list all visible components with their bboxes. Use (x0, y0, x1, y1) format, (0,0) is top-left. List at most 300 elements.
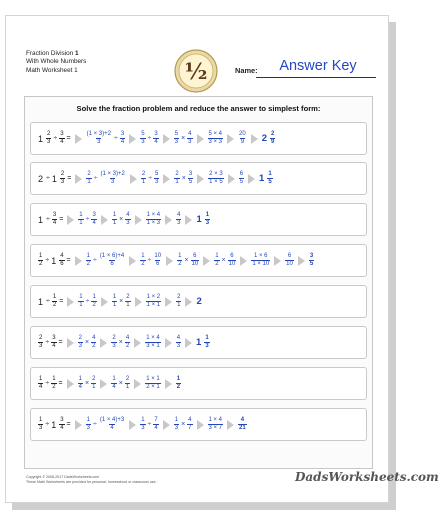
numerator: 1 (112, 212, 117, 218)
numerator: 2 (126, 294, 130, 300)
numerator: 4 (60, 253, 64, 259)
solution-step (176, 212, 181, 227)
operator: ÷ (147, 421, 152, 428)
numerator: 3 (154, 131, 158, 137)
step-arrow-icon (240, 256, 247, 266)
denominator: 2 (92, 343, 96, 349)
denominator: 2 (52, 302, 57, 308)
step-arrow-icon (185, 297, 192, 307)
denominator: 3 (126, 220, 130, 226)
fraction (125, 294, 130, 309)
step-arrow-icon (130, 174, 137, 184)
operator: × (118, 380, 123, 387)
solution-step (214, 253, 236, 268)
solution-step (208, 417, 224, 432)
fraction (38, 253, 43, 268)
fraction (176, 212, 181, 227)
problem-row (30, 367, 367, 400)
step-arrow-icon (197, 174, 204, 184)
numerator: 10 (154, 253, 162, 259)
fraction (51, 335, 56, 350)
fraction (59, 131, 64, 146)
numerator: 1 × 1 (146, 376, 160, 382)
numerator: 4 (188, 417, 192, 423)
solution-step (111, 335, 130, 350)
fraction (59, 417, 64, 432)
fraction (146, 212, 162, 227)
denominator: 3 (78, 343, 82, 349)
denominator: 2 (141, 261, 145, 267)
solution-step (140, 253, 162, 268)
denominator: 4 (110, 425, 114, 431)
denominator: 3 (155, 179, 159, 185)
denominator: 4 (112, 384, 116, 390)
step-arrow-icon (101, 215, 108, 225)
denominator: 3 (174, 139, 179, 145)
denominator: 2 (176, 384, 181, 390)
solution-step (251, 253, 270, 268)
fraction (238, 417, 247, 432)
denominator: 1 (87, 179, 91, 185)
denominator: 1 (126, 302, 130, 308)
step-arrow-icon (251, 134, 258, 144)
numerator: 1 × 2 (146, 294, 161, 300)
fraction (153, 417, 158, 432)
fraction (191, 253, 200, 268)
fraction (208, 171, 224, 186)
fraction (111, 335, 116, 350)
solution-step (208, 131, 224, 146)
solution-step (141, 171, 160, 186)
fraction (153, 253, 162, 268)
denominator: 1 (79, 302, 83, 308)
operator: ÷ (45, 257, 50, 264)
fraction (86, 171, 91, 186)
operator: = (66, 135, 71, 142)
operator: × (181, 135, 186, 142)
whole-number: 1 (38, 296, 44, 307)
whole-number: 1 (196, 337, 202, 348)
problem-question (38, 417, 71, 432)
fraction (153, 131, 158, 146)
numerator: 1 (215, 253, 219, 259)
final-answer (196, 335, 210, 350)
denominator: 3 (86, 425, 90, 431)
denominator: 6 (60, 261, 64, 267)
solution-step (285, 253, 294, 268)
fraction (176, 294, 181, 309)
denominator: 1 × 1 (146, 302, 161, 308)
step-arrow-icon (165, 215, 172, 225)
whole-number: 2 (261, 133, 267, 144)
numerator: 1 (86, 253, 90, 259)
numerator: 1 (141, 253, 145, 259)
operator: × (181, 175, 186, 182)
solution-step (140, 417, 159, 432)
denominator: 9 (240, 139, 245, 145)
denominator: 3 (205, 220, 210, 226)
numerator: 6 (239, 171, 244, 177)
numerator: 7 (154, 417, 158, 423)
numerator: 1 (112, 294, 117, 300)
fraction (270, 131, 275, 146)
denominator: 5 (239, 179, 244, 185)
step-arrow-icon (129, 134, 136, 144)
operator: × (118, 339, 123, 346)
numerator: 3 (60, 131, 64, 137)
denominator: 1 (125, 384, 130, 390)
numerator: 1 (78, 376, 82, 382)
fraction (91, 335, 96, 350)
fraction (125, 335, 130, 350)
fraction (38, 376, 43, 391)
fraction (78, 212, 83, 227)
denominator: 2 (92, 302, 96, 308)
denominator: 10 (191, 261, 199, 267)
step-arrow-icon (203, 256, 210, 266)
operator: ÷ (45, 339, 50, 346)
denominator: 5 (268, 179, 272, 185)
problem-steps (31, 245, 314, 276)
denominator: 6 (156, 261, 160, 267)
numerator: 3 (92, 212, 96, 218)
numerator: 2 (125, 376, 130, 382)
problem-steps (31, 163, 273, 194)
fraction (188, 171, 193, 186)
denominator: 6 (110, 261, 114, 267)
numerator: 6 (287, 253, 292, 259)
problem-steps (31, 123, 275, 154)
operator: ÷ (147, 135, 152, 142)
denominator: 1 (175, 179, 179, 185)
numerator: 1 (79, 294, 83, 300)
numerator: 1 (176, 376, 181, 382)
denominator: 2 (215, 261, 219, 267)
denominator: 21 (239, 425, 246, 431)
operator: × (221, 257, 226, 264)
operator: ÷ (53, 135, 58, 142)
solution-step (86, 417, 126, 432)
denominator: 3 (141, 425, 145, 431)
numerator: 1 × 4 (146, 335, 160, 341)
problem-question (38, 212, 63, 227)
denominator: 3 (174, 425, 179, 431)
numerator: 1 (92, 294, 96, 300)
fraction (239, 171, 244, 186)
fraction (208, 131, 224, 146)
fraction (238, 131, 247, 146)
problem-question (38, 294, 63, 309)
solution-step (177, 253, 199, 268)
fraction (86, 417, 91, 432)
fraction (86, 253, 91, 268)
fraction (91, 294, 96, 309)
numerator: 4 (126, 212, 130, 218)
denominator: 10 (286, 261, 293, 267)
numerator: 1 (39, 376, 43, 382)
problem-question (38, 171, 71, 186)
numerator: 3 (52, 335, 56, 341)
problem-steps (31, 327, 210, 358)
numerator: 4 (92, 335, 96, 341)
fraction (187, 417, 192, 432)
denominator: 2 (178, 261, 182, 267)
numerator: (1 × 3)+2 (86, 131, 111, 137)
name-line (256, 77, 376, 78)
denominator: 3 (39, 343, 43, 349)
denominator: 3 (112, 343, 116, 349)
numerator: 4 (125, 335, 130, 341)
step-arrow-icon (165, 379, 172, 389)
problem-question (38, 335, 63, 350)
fraction (208, 417, 224, 432)
numerator: 3 (52, 212, 57, 218)
solution-step (140, 131, 159, 146)
numerator: 20 (239, 131, 246, 137)
denominator: 1 (92, 384, 96, 390)
fraction (91, 212, 96, 227)
step-arrow-icon (185, 215, 192, 225)
whole-number: 1 (38, 133, 44, 144)
dadsworksheets-logo: DadsWorksheets.com (295, 470, 439, 484)
operator: ÷ (92, 257, 97, 264)
problem-steps (31, 286, 203, 317)
numerator: 1 × 6 (253, 253, 268, 259)
denominator: 2 × 1 (146, 384, 160, 390)
denominator: 1 (79, 220, 83, 226)
step-arrow-icon (75, 256, 82, 266)
one-half-logo-icon (174, 49, 218, 93)
solution-step (86, 171, 126, 186)
operator: ÷ (92, 421, 97, 428)
numerator: 1 (39, 417, 43, 423)
whole-number: 1 (196, 214, 202, 225)
fraction (60, 171, 65, 186)
operator: = (59, 216, 64, 223)
title-line-3: Math Worksheet 1 (26, 66, 78, 74)
fraction (174, 171, 179, 186)
fraction (91, 376, 96, 391)
denominator: 4 (60, 139, 64, 145)
denominator: 3 × 7 (208, 425, 223, 431)
numerator: 2 (177, 294, 181, 300)
operator: = (66, 421, 71, 428)
problem-question (38, 253, 71, 268)
fraction (120, 131, 125, 146)
step-arrow-icon (134, 338, 141, 348)
title-line-1: Fraction Division (26, 50, 74, 57)
fraction (251, 253, 270, 268)
whole-number: 1 (51, 173, 57, 184)
operator: ÷ (45, 421, 50, 428)
denominator: 2 (86, 261, 90, 267)
whole-number: 1 (38, 214, 44, 225)
numerator: 4 (240, 417, 245, 423)
solution-step (112, 212, 131, 227)
whole-number: 2 (38, 173, 44, 184)
problem-row (30, 203, 367, 236)
step-arrow-icon (100, 338, 107, 348)
solution-step (78, 294, 97, 309)
numerator: (1 × 3)+2 (100, 171, 125, 177)
numerator: (1 × 4)+3 (99, 417, 125, 423)
step-arrow-icon (67, 215, 74, 225)
numerator: 1 (205, 212, 210, 218)
step-arrow-icon (129, 420, 136, 430)
denominator: 4 (154, 139, 158, 145)
whole-number: 2 (196, 296, 202, 307)
step-arrow-icon (165, 297, 172, 307)
denominator: 4 (78, 384, 82, 390)
numerator: 1 (112, 376, 116, 382)
fraction (86, 131, 112, 146)
fraction (145, 335, 161, 350)
step-arrow-icon (298, 256, 305, 266)
numerator: 3 (60, 417, 64, 423)
step-arrow-icon (135, 215, 142, 225)
step-arrow-icon (100, 379, 107, 389)
numerator: 2 (39, 335, 43, 341)
final-answer (259, 171, 273, 186)
step-arrow-icon (67, 297, 74, 307)
step-arrow-icon (101, 297, 108, 307)
numerator: 6 (230, 253, 234, 259)
fraction (205, 212, 210, 227)
denominator: 10 (228, 261, 236, 267)
step-arrow-icon (197, 134, 204, 144)
fraction (187, 131, 192, 146)
fraction (176, 335, 181, 350)
worksheet-title (26, 50, 86, 75)
operator: × (84, 339, 90, 346)
denominator: 3 (188, 139, 192, 145)
denominator: 1 (141, 179, 146, 185)
solution-step (239, 171, 244, 186)
final-answer (309, 253, 314, 268)
step-arrow-icon (227, 420, 234, 430)
solution-step (112, 294, 131, 309)
problem-steps (31, 368, 181, 399)
operator: × (84, 380, 90, 387)
fraction (51, 376, 56, 391)
usage-line: These Math Worksheets are provided for personal, homeschool or classroom use. (26, 479, 157, 484)
solution-step (78, 335, 97, 350)
problem-row (30, 408, 367, 441)
numerator: 1 (52, 294, 57, 300)
denominator: 3 (177, 220, 181, 226)
solution-step (176, 335, 181, 350)
numerator: 3 (309, 253, 314, 259)
step-arrow-icon (163, 134, 170, 144)
fraction (154, 171, 159, 186)
solution-step (208, 171, 224, 186)
operator: ÷ (85, 298, 90, 305)
operator: ÷ (147, 257, 152, 264)
fraction (125, 212, 130, 227)
step-arrow-icon (134, 379, 141, 389)
denominator: 1 × 3 (146, 220, 161, 226)
solution-step (174, 417, 193, 432)
denominator: 4 (52, 343, 56, 349)
numerator: 5 (174, 131, 179, 137)
numerator: (1 × 6)+4 (99, 253, 125, 259)
fraction (309, 253, 314, 268)
fraction (112, 212, 117, 227)
numerator: 1 (205, 335, 209, 341)
fraction (99, 253, 125, 268)
numerator: 1 × 4 (208, 417, 223, 423)
operator: × (119, 216, 124, 223)
step-arrow-icon (75, 420, 82, 430)
denominator: 5 (188, 179, 193, 185)
title-number: 1 (75, 50, 79, 57)
numerator: 3 (188, 171, 193, 177)
denominator: 3 × 3 (208, 139, 223, 145)
operator: = (59, 298, 64, 305)
problem-steps (31, 409, 247, 440)
problem-question (38, 131, 71, 146)
operator: × (119, 298, 124, 305)
instructions: Solve the fraction problem and reduce the answer to simplest form: (76, 104, 321, 113)
final-answer (196, 212, 210, 227)
step-arrow-icon (67, 338, 74, 348)
fraction (146, 294, 162, 309)
step-arrow-icon (197, 420, 204, 430)
whole-number: 1 (51, 255, 57, 266)
step-arrow-icon (274, 256, 281, 266)
solution-step (238, 131, 247, 146)
denominator: 3 (39, 425, 43, 431)
problem-row (30, 326, 367, 359)
numerator: 2 (271, 131, 275, 137)
denominator: 3 (60, 179, 65, 185)
numerator: 2 (175, 171, 179, 177)
operator: ÷ (46, 298, 50, 305)
problem-row (30, 285, 367, 318)
solution-step (145, 376, 161, 391)
problem-row (30, 122, 367, 155)
problem-steps (31, 204, 210, 235)
denominator: 4 (92, 220, 96, 226)
step-arrow-icon (75, 174, 82, 184)
denominator: 3 (111, 179, 115, 185)
fraction (267, 171, 272, 186)
operator: ÷ (114, 135, 118, 142)
denominator: 4 (39, 384, 43, 390)
operator: ÷ (85, 216, 90, 223)
operator: = (66, 257, 71, 264)
fraction (174, 131, 179, 146)
numerator: 1 (141, 417, 145, 423)
solution-step (111, 376, 130, 391)
operator: × (184, 257, 189, 264)
fraction (38, 417, 43, 432)
solution-step (176, 294, 181, 309)
fraction (52, 212, 57, 227)
step-arrow-icon (227, 134, 234, 144)
fraction (59, 253, 64, 268)
operator: = (67, 175, 72, 182)
denominator: 7 (188, 425, 192, 431)
numerator: 4 (177, 212, 181, 218)
final-answer (238, 417, 247, 432)
operator: ÷ (93, 175, 98, 182)
numerator: 5 (155, 171, 159, 177)
denominator: 1 (112, 302, 117, 308)
step-arrow-icon (129, 256, 136, 266)
copyright-line: Copyright © 2008-2017 DadsWorksheets.com (26, 475, 100, 479)
numerator: 2 (47, 131, 51, 137)
